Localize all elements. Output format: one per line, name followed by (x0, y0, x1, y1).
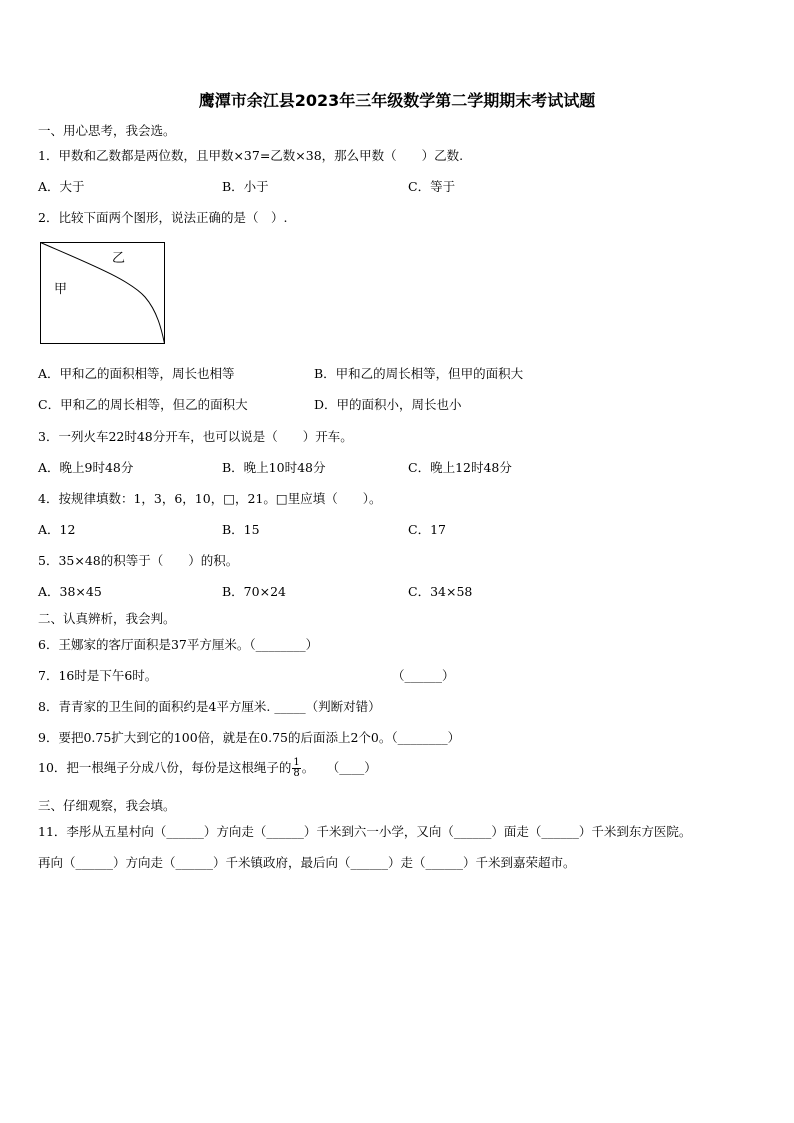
question-3: 3．一列火车22时48分开车，也可以说是（ ）开车。 (38, 429, 353, 444)
q5-option-c[interactable]: C．34×58 (408, 584, 473, 599)
q10-fraction-denominator: 8 (293, 768, 300, 779)
q4-option-c[interactable]: C．17 (408, 522, 446, 537)
question-9: 9．要把0.75扩大到它的100倍，就是在0.75的后面添上2个0。（________） (38, 730, 461, 745)
q5-option-a[interactable]: A．38×45 (38, 584, 102, 599)
q2-option-d[interactable]: D．甲的面积小，周长也小 (314, 397, 462, 412)
q10-tail: 。 （____） (301, 760, 377, 775)
section-2-heading: 二、认真辨析，我会判。 (38, 611, 176, 626)
question-1: 1．甲数和乙数都是两位数，且甲数×37=乙数×38，那么甲数（ ）乙数. (38, 148, 464, 163)
q2-option-a[interactable]: A．甲和乙的面积相等，周长也相等 (38, 366, 235, 381)
q10-text: 10．把一根绳子分成八份，每份是这根绳子的 (38, 760, 292, 775)
q1-option-a[interactable]: A．大于 (38, 179, 85, 194)
q3-option-a[interactable]: A．晚上9时48分 (38, 460, 134, 475)
section-3-heading: 三、仔细观察，我会填。 (38, 798, 176, 813)
q1-option-b[interactable]: B．小于 (222, 179, 269, 194)
question-11-line-2: 再向（______）方向走（______）千米镇政府，最后向（______）走（______）千米到嘉荣超市。 (38, 855, 576, 870)
question-10 (38, 758, 377, 779)
question-6: 6．王娜家的客厅面积是37平方厘米。（________） (38, 637, 319, 652)
question-5: 5．35×48的积等于（ ）的积。 (38, 553, 239, 568)
question-7: 7．16时是下午6时。 (38, 668, 158, 683)
q2-option-c[interactable]: C．甲和乙的周长相等，但乙的面积大 (38, 397, 248, 412)
page-title: 鹰潭市余江县2023年三年级数学第二学期期末考试试题 (198, 91, 596, 110)
question-4: 4．按规律填数：1，3，6，10，□，21。□里应填（ ）。 (38, 491, 382, 506)
q4-option-a[interactable]: A．12 (38, 522, 76, 537)
q4-option-b[interactable]: B．15 (222, 522, 260, 537)
section-1-heading: 一、用心思考，我会选。 (38, 123, 176, 138)
q7-answer-blank[interactable]: （______） (392, 668, 455, 683)
q10-fraction-numerator: 1 (293, 757, 300, 768)
question-8: 8．青青家的卫生间的面积约是4平方厘米. _____（判断对错） (38, 699, 381, 714)
q10-fraction (292, 758, 300, 779)
q3-option-b[interactable]: B．晚上10时48分 (222, 460, 326, 475)
q5-option-b[interactable]: B．70×24 (222, 584, 286, 599)
figure-label-yi: 乙 (112, 251, 126, 266)
question-2: 2．比较下面两个图形，说法正确的是（ ）. (38, 210, 288, 225)
q1-option-c[interactable]: C．等于 (408, 179, 456, 194)
question-11-line-1: 11．李彤从五星村向（______）方向走（______）千米到六一小学，又向（______）面走（______）千米到东方医院。 (38, 824, 692, 839)
q2-figure (40, 242, 165, 344)
q2-option-b[interactable]: B．甲和乙的周长相等，但甲的面积大 (314, 366, 524, 381)
q3-option-c[interactable]: C．晚上12时48分 (408, 460, 512, 475)
figure-label-jia: 甲 (54, 282, 68, 297)
